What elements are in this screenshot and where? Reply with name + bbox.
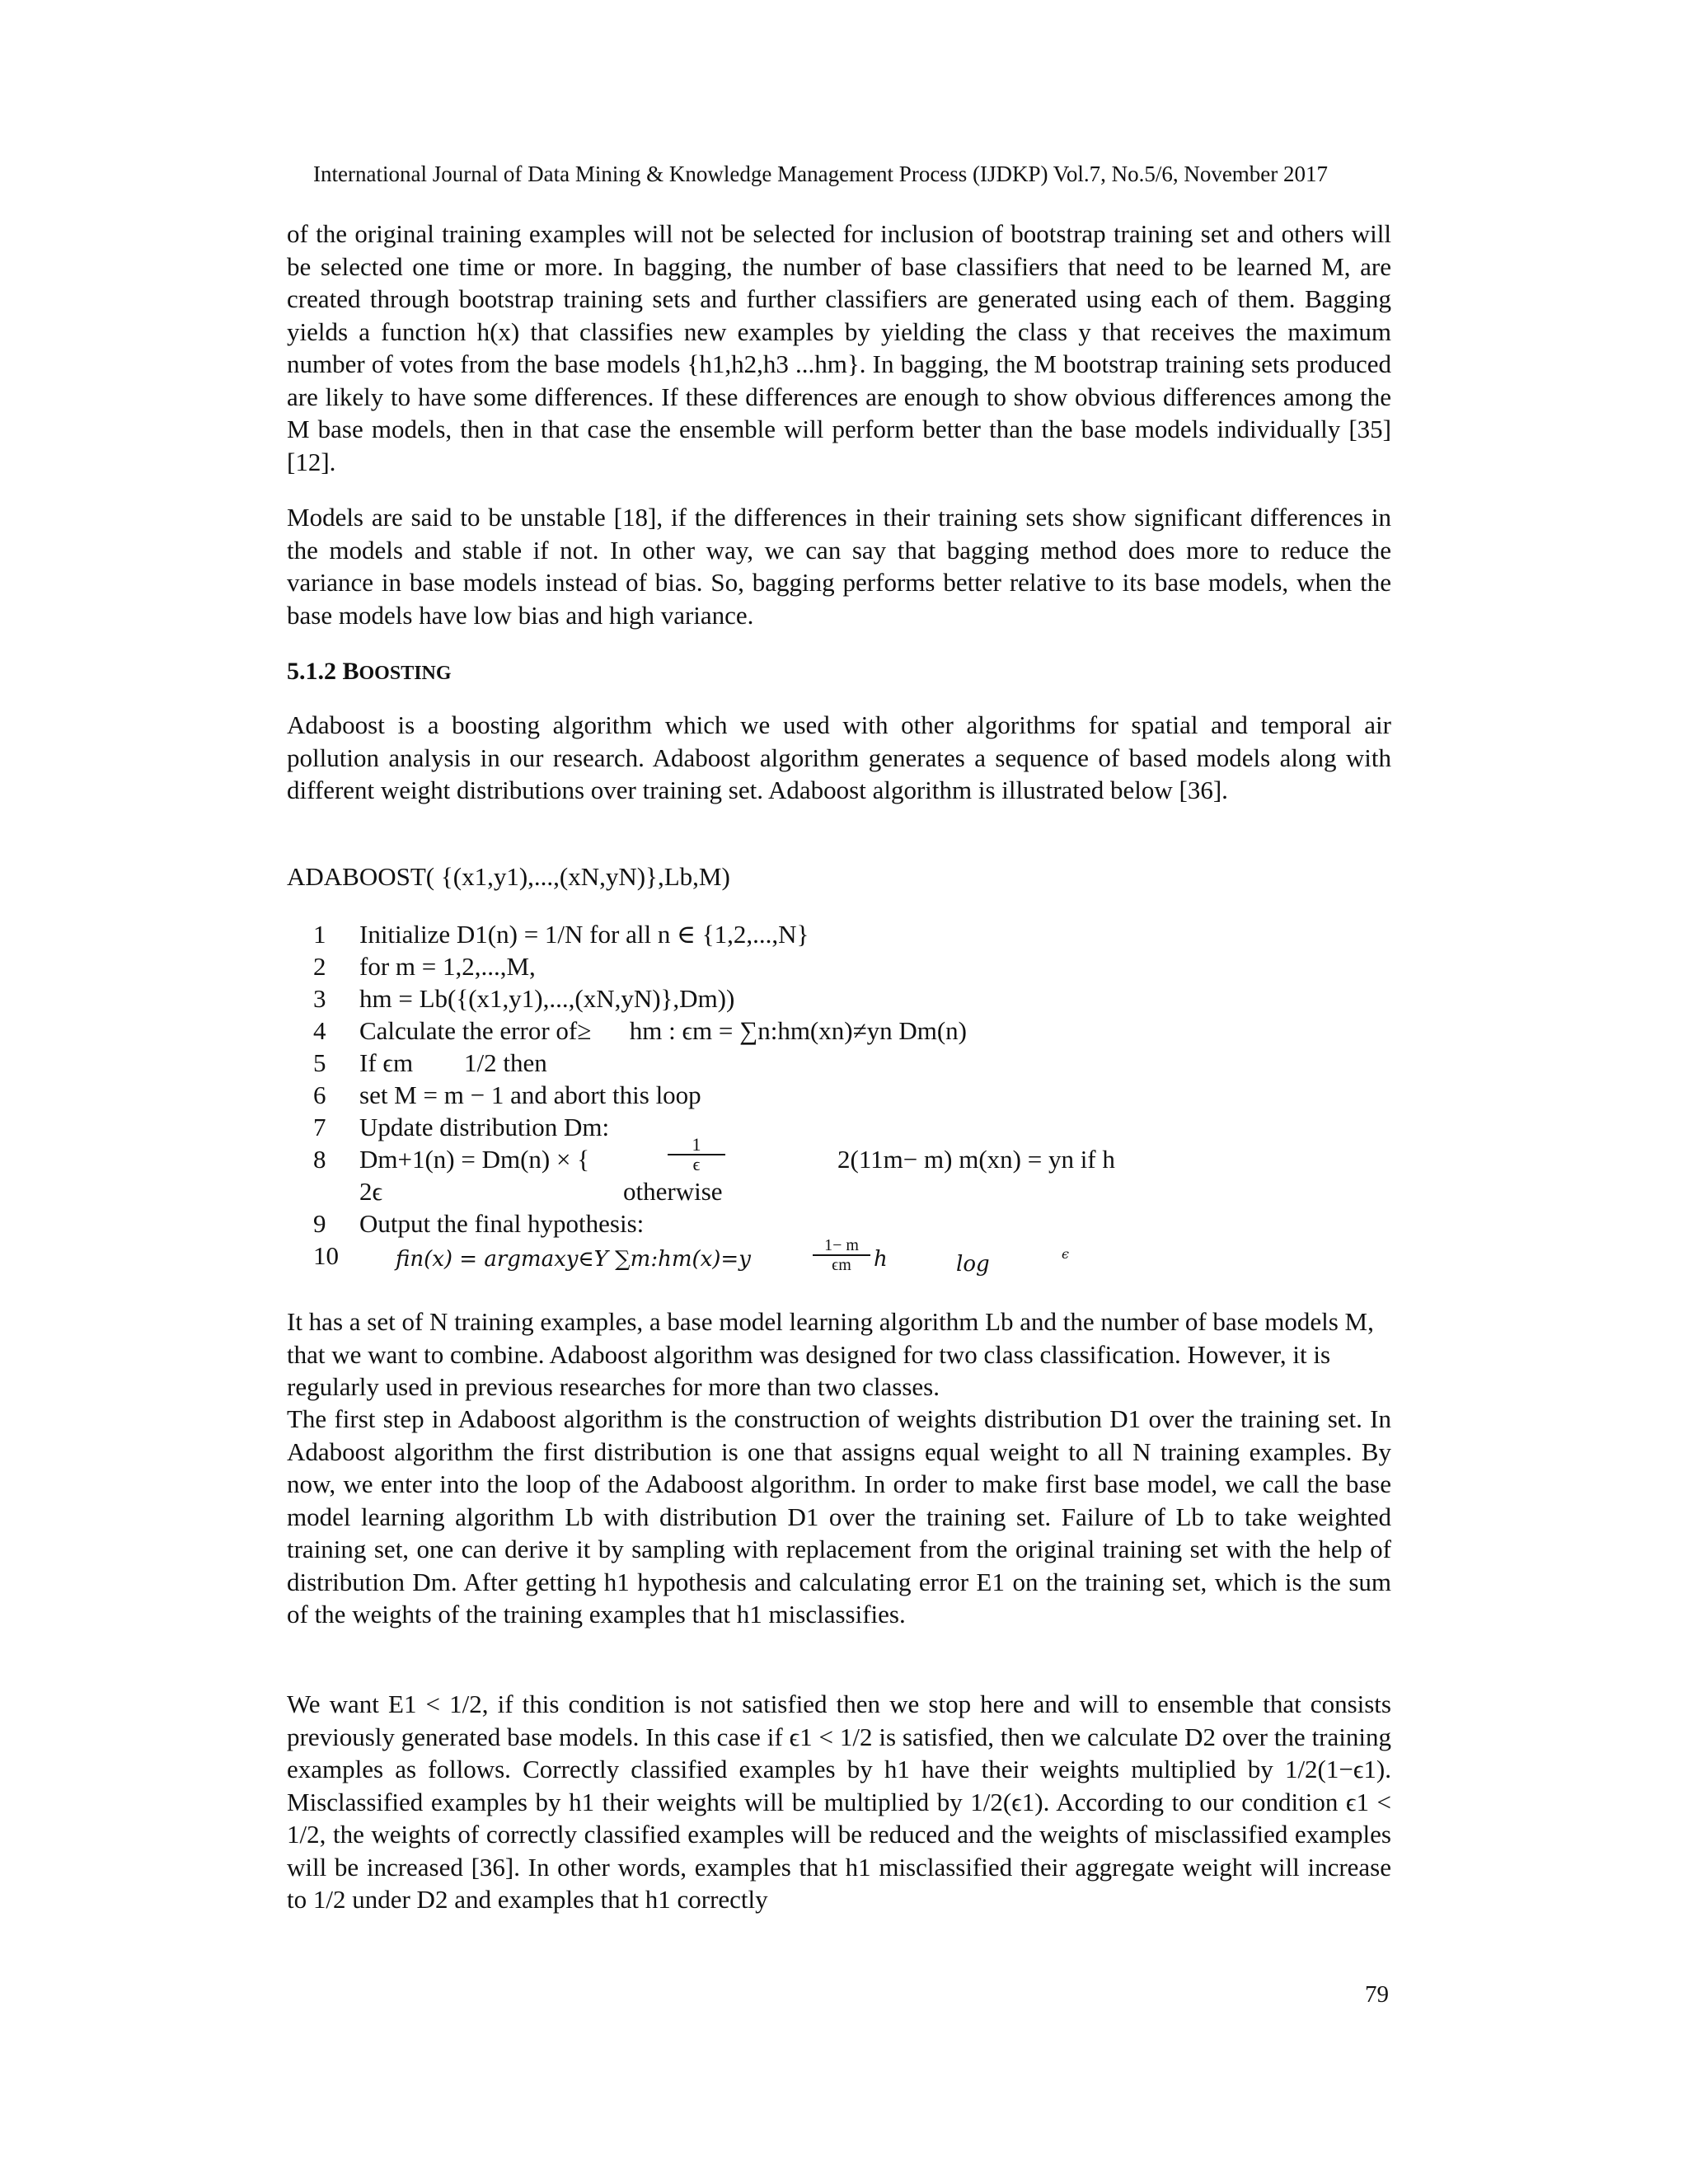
algorithm-line: 2ϵ: [359, 1177, 383, 1206]
paragraph-text: The first step in Adaboost algorithm is the construction of weights distribution D1 over the training set. In Adaboost algorithm the first distribution is one that assigns equal weight to all N training examples. By now, we enter into the loop of the Adaboost algorithm. In order to make first base model, we call the base model learning algorithm Lb with distribution D1 over the training set. Failure of Lb to take weighted training set, one can derive it by sampling with replacement from the original training set with the help of distribution Dm. After getting h1 hypothesis and calculating error E1 on the training set, which is the sum of the weights of the training examples that h1 misclassifies.: [287, 1404, 1391, 1629]
algorithm-line: 5 If ϵm 1/2 then: [313, 1048, 547, 1077]
algorithm-line: 4 Calculate the error of≥ hm : ϵm = ∑n:hm(xn)≠yn Dm(n): [313, 1016, 967, 1045]
heading-number: 5.1.2 B: [287, 658, 359, 685]
final-hypothesis-log: log: [956, 1252, 990, 1277]
algorithm-line: 2 for m = 1,2,...,M,: [313, 952, 536, 981]
algorithm-line: 10: [313, 1241, 339, 1270]
algorithm-signature: ADABOOST( {(x1,y1),...,(xN,yN)},Lb,M): [287, 862, 730, 891]
final-hypothesis-h: h: [874, 1247, 888, 1272]
paragraph-adaboost-intro: [287, 709, 1391, 807]
algorithm-title: [287, 862, 1391, 892]
algorithm-line: 7 Update distribution Dm:: [313, 1113, 610, 1141]
algorithm-line: 1 Initialize D1(n) = 1/N for all n ∈ {1,2,...,N}: [313, 920, 809, 949]
paragraph-unstable-models: [287, 501, 1391, 631]
paragraph-adaboost-description: [287, 1305, 1391, 1404]
algorithm-line: 3 hm = Lb({(x1,y1),...,(xN,yN)},Dm)): [313, 984, 735, 1013]
algorithm-line: 9 Output the final hypothesis:: [313, 1209, 645, 1238]
paragraph-text: It has a set of N training examples, a base model learning algorithm Lb and the number of base models M, that we want to combine. Adaboost algorithm was designed for two class classification. However, it is regularly used in previous researches for more than two classes.: [287, 1307, 1374, 1401]
paragraph-text: Adaboost is a boosting algorithm which we used with other algorithms for spatial and temporal air pollution analysis in our research. Adaboost algorithm generates a sequence of based models along with different weight distributions over training set. Adaboost algorithm is illustrated below [36].: [287, 710, 1391, 804]
paragraph-text: We want E1 < 1/2, if this condition is not satisfied then we stop here and will to ensemble that consists previously generated base models. In this case if ϵ1 < 1/2 is satisfied, then we calculate D2 over the training examples as follows. Correctly classified examples by h1 have their weights multiplied by 1/2(1−ϵ1). Misclassified examples by h1 their weights will be multiplied by 1/2(ϵ1). According to our condition ϵ1 < 1/2, the weights of correctly classified examples will be reduced and the weights of misclassified examples will be increased [36]. In other words, examples that h1 misclassified their aggregate weight will increase to 1/2 under D2 and examples that h1 correctly: [287, 1690, 1391, 1914]
line8-right-part: 2(11m− m) m(xn) = yn if h: [837, 1145, 1115, 1174]
final-hypothesis-fraction: 1− m ϵm: [813, 1236, 870, 1274]
section-heading: [287, 658, 1391, 686]
running-header: International Journal of Data Mining & Knowledge Management Process (IJDKP) Vol.7, No.5/6, November 2017: [313, 162, 1329, 186]
paragraph-bagging: [287, 218, 1391, 478]
otherwise-label: otherwise: [623, 1177, 723, 1206]
page-number: 79: [1365, 1981, 1389, 2008]
algorithm-line: 8 Dm+1(n) = Dm(n) × {: [313, 1145, 590, 1174]
paragraph-adaboost-steps: [287, 1403, 1391, 1631]
algorithm-listing: [313, 920, 1385, 1291]
final-hypothesis-epsilon: ϵ: [1062, 1246, 1069, 1262]
fraction-epsilon: 1 ϵ: [668, 1136, 725, 1174]
paragraph-text: Models are said to be unstable [18], if the differences in their training sets show significant differences in the models and stable if not. In other way, we can say that bagging method does more to reduce the variance in base models instead of bias. So, bagging performs better relative to its base models, when the base models have low bias and high variance.: [287, 503, 1391, 630]
heading-title: OOSTING: [359, 663, 452, 684]
final-hypothesis-formula: fin(x) = argmaxy∈Y ∑m:hm(x)=y: [396, 1247, 751, 1272]
paragraph-text: of the original training examples will not be selected for inclusion of bootstrap training set and others will be selected one time or more. In bagging, the number of base classifiers that need to be learned M, are created through bootstrap training sets and further classifiers are generated using each of them. Bagging yields a function h(x) that classifies new examples by yielding the class y that receives the maximum number of votes from the base models {h1,h2,h3 ...hm}. In bagging, the M bootstrap training sets produced are likely to have some differences. If these differences are enough to show obvious differences among the M base models, then in that case the ensemble will perform better than the base models individually [35] [12].: [287, 219, 1391, 476]
algorithm-line: 6 set M = m − 1 and abort this loop: [313, 1080, 701, 1109]
paragraph-weights: [287, 1688, 1391, 1916]
